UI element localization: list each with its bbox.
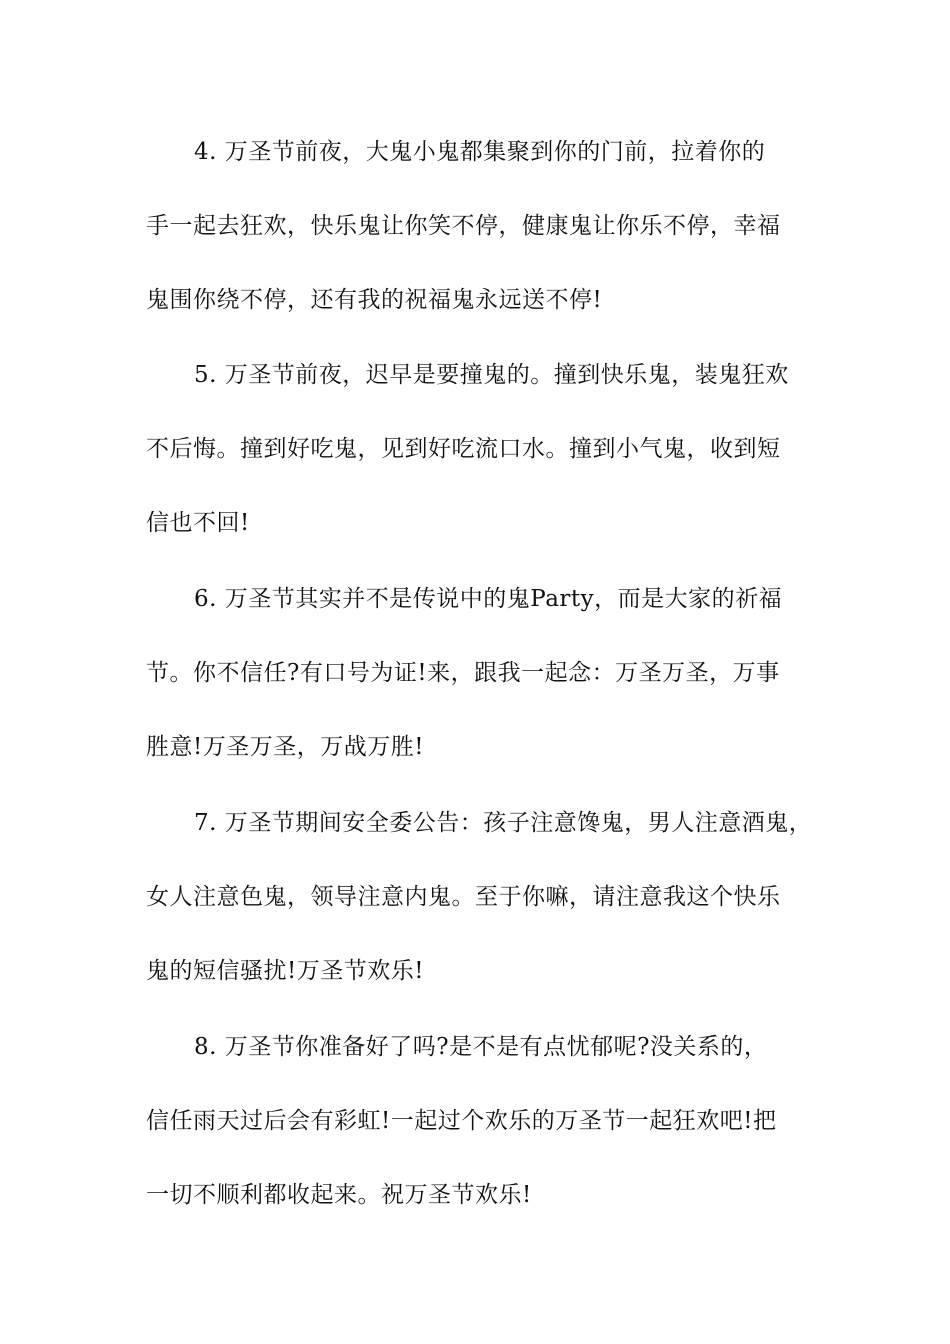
- paragraph-line: 手一起去狂欢，快乐鬼让你笑不停，健康鬼让你乐不停，幸福: [146, 213, 781, 239]
- paragraph-4: [146, 137, 836, 359]
- paragraph-6: [146, 584, 836, 806]
- paragraph-5: [146, 360, 836, 582]
- paragraph-line: 8. 万圣节你准备好了吗?是不是有点忧郁呢?没关系的，: [194, 1034, 768, 1060]
- paragraph-8: [146, 1032, 836, 1254]
- paragraph-line: 鬼的短信骚扰!万圣节欢乐!: [146, 958, 424, 984]
- paragraph-line: 女人注意色鬼，领导注意内鬼。至于你嘛，请注意我这个快乐: [146, 884, 781, 910]
- paragraph-line: 信任雨天过后会有彩虹!一起过个欢乐的万圣节一起狂欢吧!把: [146, 1108, 777, 1134]
- paragraph-line: 一切不顺利都收起来。祝万圣节欢乐!: [146, 1182, 532, 1208]
- paragraph-line: 信也不回!: [146, 510, 250, 536]
- paragraph-line: 7. 万圣节期间安全委公告：孩子注意馋鬼，男人注意酒鬼，: [194, 810, 813, 836]
- paragraph-line: 4. 万圣节前夜，大鬼小鬼都集聚到你的门前，拉着你的: [194, 139, 766, 165]
- paragraph-line: 5. 万圣节前夜，迟早是要撞鬼的。撞到快乐鬼，装鬼狂欢: [194, 362, 789, 388]
- paragraph-line: 胜意!万圣万圣，万战万胜!: [146, 734, 424, 760]
- paragraph-7: [146, 808, 836, 1030]
- paragraph-line: 不后悔。撞到好吃鬼，见到好吃流口水。撞到小气鬼，收到短: [146, 436, 781, 462]
- paragraph-line: 6. 万圣节其实并不是传说中的鬼Party，而是大家的祈福: [194, 586, 783, 612]
- paragraph-line: 鬼围你绕不停，还有我的祝福鬼永远送不停!: [146, 287, 603, 313]
- paragraph-line: 节。你不信任?有口号为证!来，跟我一起念：万圣万圣，万事: [146, 660, 780, 686]
